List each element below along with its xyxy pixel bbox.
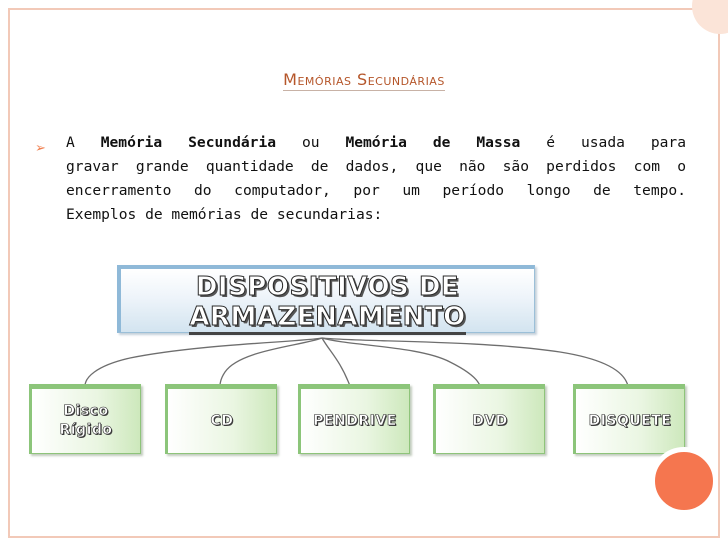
connector-pendrive bbox=[322, 338, 350, 386]
child-node-cd: CD bbox=[165, 384, 277, 454]
child-node-disquete: DISQUETE bbox=[573, 384, 685, 454]
connector-dvd bbox=[322, 338, 480, 386]
root-node-line2: ARMAZENAMENTO bbox=[189, 302, 465, 335]
paragraph-line: encerramento do computador, por um período longo de tempo. bbox=[66, 182, 686, 199]
paragraph-line: gravar grande quantidade de dados, que não são perdidos com o bbox=[66, 158, 686, 175]
root-node-line1: DISPOSITIVOS DE bbox=[195, 272, 460, 302]
slide-title: Memórias Secundárias bbox=[283, 70, 445, 89]
connector-disco-rigido bbox=[85, 338, 322, 386]
arrow-bullet-icon: ➢ bbox=[35, 141, 46, 156]
term-memoria-secundaria: Memória Secundária bbox=[100, 134, 277, 151]
paragraph-line: A Memória Secundária ou Memória de Massa é usada para bbox=[66, 134, 686, 151]
decorative-circle-orange bbox=[650, 447, 718, 515]
child-node-disco-rigido: Disco Rígido bbox=[29, 384, 141, 454]
paragraph-line: Exemplos de memórias de secundarias: bbox=[66, 206, 383, 223]
term-memoria-de-massa: Memória de Massa bbox=[345, 134, 521, 151]
child-node-dvd: DVD bbox=[433, 384, 545, 454]
child-node-pendrive: PENDRIVE bbox=[298, 384, 410, 454]
root-node-dispositivos bbox=[117, 265, 535, 333]
